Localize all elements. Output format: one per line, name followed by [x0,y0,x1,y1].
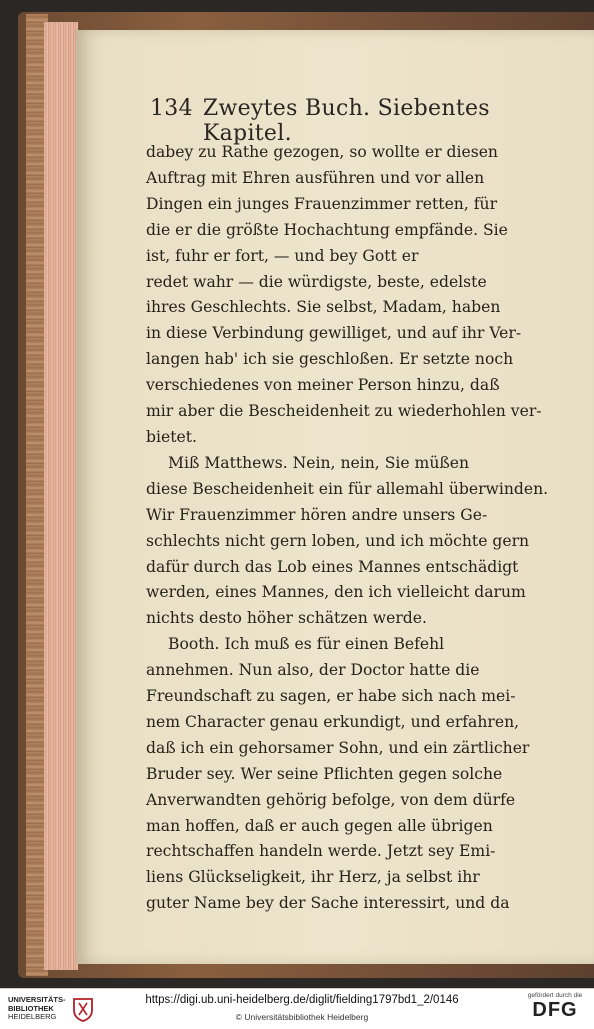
library-name-line1: UNIVERSITÄTS- [8,995,66,1005]
page-text [146,140,560,917]
funder-name: DFG [532,999,578,1021]
funder-note: gefördert durch die [527,992,583,999]
library-name-line3: HEIDELBERG [8,1012,57,1022]
text-line: rechtschaffen handeln werde. Jetzt sey Emi- [146,842,496,861]
text-line: Freundschaft zu sagen, er habe sich nach mei- [146,687,516,706]
document-url[interactable]: https://digi.ub.uni-heidelberg.de/diglit/fielding1797bd1_2/0146 [145,994,459,1006]
page-number: 134 [150,96,193,121]
text-line: in diese Verbindung gewilliget, und auf ihr Ver- [146,324,522,343]
library-logo[interactable] [8,993,128,1025]
text-line: man hoffen, daß er auch gegen alle übrigen [146,816,493,835]
text-line: ist, fuhr er fort, — und bey Gott er [146,246,419,265]
text-line: die er die größte Hochachtung empfände. Sie [146,220,508,239]
text-line: diese Bescheidenheit ein für allemahl überwinden. [146,479,549,498]
page-header [150,96,550,146]
text-line: Dingen ein junges Frauenzimmer retten, für [146,194,498,213]
text-line: schlechts nicht gern loben, und ich möchte gern [146,531,530,550]
university-seal-icon [72,996,94,1022]
text-line: redet wahr — die würdigste, beste, edelste [146,272,487,291]
text-line: mir aber die Bescheidenheit zu wiederhohlen ver- [146,402,542,421]
text-line: bietet. [146,427,197,446]
text-line: verschiedenes von meiner Person hinzu, daß [146,376,500,395]
library-name-line2: BIBLIOTHEK [8,1003,54,1013]
text-line: annehmen. Nun also, der Doctor hatte die [146,661,480,680]
text-line: daß ich ein gehorsamer Sohn, und ein zärtlicher [146,738,530,757]
text-line: langen hab' ich sie geschloßen. Er setzte noch [146,350,514,369]
text-line: guter Name bey der Sache interessirt, und da [146,894,510,913]
text-line: Miß Matthews. Nein, nein, Sie müßen [168,453,470,472]
page-edges [44,22,78,970]
text-line: Auftrag mit Ehren ausführen und vor allen [146,168,485,187]
text-line: dafür durch das Lob eines Mannes entschädigt [146,557,519,576]
viewer-footer [0,988,594,1029]
dfg-logo[interactable] [520,992,590,1026]
text-line: nem Character genau erkundigt, und erfahren, [146,712,520,731]
text-line: ihres Geschlechts. Sie selbst, Madam, haben [146,298,501,317]
running-head: Zweytes Buch. Siebentes Kapitel. [202,96,490,146]
text-line: Wir Frauenzimmer hören andre unsers Ge- [146,505,488,524]
text-line: Booth. Ich muß es für einen Befehl [168,635,445,654]
copyright-notice: © Universitätsbibliothek Heidelberg [235,1012,369,1022]
text-line: werden, eines Mannes, den ich vielleicht darum [146,583,526,602]
text-line: dabey zu Rathe gezogen, so wollte er diesen [146,143,498,161]
text-line: nichts desto höher schätzen werde. [146,609,427,628]
text-line: liens Glückseligkeit, ihr Herz, ja selbst ihr [146,868,480,887]
text-line: Bruder sey. Wer seine Pflichten gegen solche [146,764,503,783]
text-line: Anverwandten gehörig befolge, von dem dürfe [146,790,516,809]
